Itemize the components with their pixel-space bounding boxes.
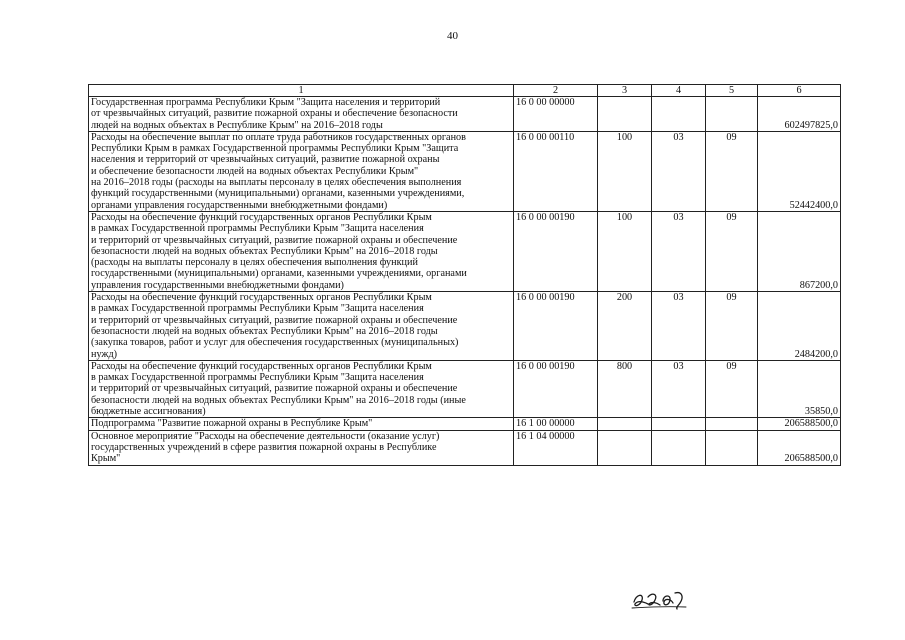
row-col5: 09 <box>706 360 758 417</box>
table-row <box>89 131 841 211</box>
row-code: 16 0 00 00000 <box>514 97 598 132</box>
row-col3: 800 <box>598 360 652 417</box>
row-col3 <box>598 418 652 430</box>
row-col4: 03 <box>652 211 706 291</box>
row-col5: 09 <box>706 131 758 211</box>
row-col4: 03 <box>652 360 706 417</box>
row-sum: 35850,0 <box>758 360 841 417</box>
row-col4: 03 <box>652 131 706 211</box>
table-row <box>89 97 841 132</box>
row-col4 <box>652 97 706 132</box>
row-description: Расходы на обеспечение функций государственных органов Республики Крым в рамках Государственной программы Республики Крым "Защита населения и территорий от чрезвычайных ситуаций, развитие пожарной охраны и обеспечение безопасности людей на водных объектах Республики Крым" на 2016–2018 годы (закупка товаров, работ и услуг для обеспечения государственных (муниципальных) нужд) <box>89 292 514 361</box>
row-description: Государственная программа Республики Крым "Защита населения и территорий от чрезвычайных ситуаций, развитие пожарной охраны и обеспечение безопасности людей на водных объектах в Республике Крым" на 2016–2018 годы <box>89 97 514 132</box>
row-description: Подпрограмма "Развитие пожарной охраны в Республике Крым" <box>89 418 514 430</box>
row-code: 16 0 00 00110 <box>514 131 598 211</box>
row-col3: 100 <box>598 211 652 291</box>
row-code: 16 1 00 00000 <box>514 418 598 430</box>
header-cell-6: 6 <box>758 85 841 97</box>
table-row <box>89 418 841 430</box>
row-description: Основное мероприятие "Расходы на обеспечение деятельности (оказание услуг) государственных учреждений в сфере развития пожарной охраны в Республике Крым" <box>89 430 514 465</box>
page-number: 40 <box>447 30 458 42</box>
row-col5 <box>706 430 758 465</box>
table-row <box>89 430 841 465</box>
table-header-row <box>89 85 841 97</box>
row-col3 <box>598 430 652 465</box>
row-code: 16 1 04 00000 <box>514 430 598 465</box>
table-row <box>89 360 841 417</box>
row-col4: 03 <box>652 292 706 361</box>
handwritten-signature <box>630 585 690 611</box>
row-code: 16 0 00 00190 <box>514 211 598 291</box>
row-description: Расходы на обеспечение выплат по оплате труда работников государственных органов Республики Крым в рамках Государственной программы Республики Крым "Защита населения и территорий от чрезвычайных ситуаций, развитие пожарной охраны и обеспечение безопасности людей на водных объектах Республики Крым" на 2016–2018 годы (расходы на выплаты персоналу в целях обеспечения выполнения функций государственными (муниципальными) органами, казенными учреждениями, органами управления государственными внебюджетными фондами) <box>89 131 514 211</box>
row-sum: 867200,0 <box>758 211 841 291</box>
row-description: Расходы на обеспечение функций государственных органов Республики Крым в рамках Государственной программы Республики Крым "Защита населения и территорий от чрезвычайных ситуаций, развитие пожарной охраны и обеспечение безопасности людей на водных объектах Республики Крым" на 2016–2018 годы (расходы на выплаты персоналу в целях обеспечения выполнения функций государственными (муниципальными) органами, казенными учреждениями, органами управления государственными внебюджетными фондами) <box>89 211 514 291</box>
row-col5: 09 <box>706 211 758 291</box>
row-col5 <box>706 97 758 132</box>
row-code: 16 0 00 00190 <box>514 292 598 361</box>
header-cell-3: 3 <box>598 85 652 97</box>
row-col3 <box>598 97 652 132</box>
header-cell-5: 5 <box>706 85 758 97</box>
row-col3: 200 <box>598 292 652 361</box>
row-sum: 2484200,0 <box>758 292 841 361</box>
header-cell-1: 1 <box>89 85 514 97</box>
row-sum: 602497825,0 <box>758 97 841 132</box>
row-col3: 100 <box>598 131 652 211</box>
row-sum: 206588500,0 <box>758 418 841 430</box>
row-code: 16 0 00 00190 <box>514 360 598 417</box>
budget-table <box>88 84 841 466</box>
table-row <box>89 292 841 361</box>
row-col4 <box>652 418 706 430</box>
table-row <box>89 211 841 291</box>
row-col4 <box>652 430 706 465</box>
row-description: Расходы на обеспечение функций государственных органов Республики Крым в рамках Государственной программы Республики Крым "Защита населения и территорий от чрезвычайных ситуаций, развитие пожарной охраны и обеспечение безопасности людей на водных объектах Республики Крым" на 2016–2018 годы (иные бюджетные ассигнования) <box>89 360 514 417</box>
header-cell-2: 2 <box>514 85 598 97</box>
row-sum: 52442400,0 <box>758 131 841 211</box>
row-sum: 206588500,0 <box>758 430 841 465</box>
header-cell-4: 4 <box>652 85 706 97</box>
row-col5: 09 <box>706 292 758 361</box>
row-col5 <box>706 418 758 430</box>
